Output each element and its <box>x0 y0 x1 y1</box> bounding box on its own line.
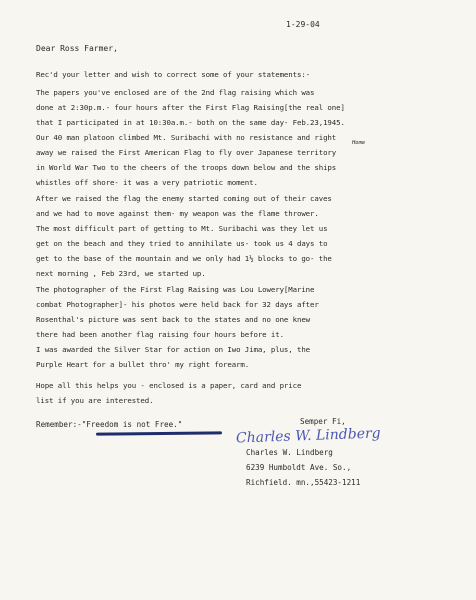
address-line: 6239 Humboldt Ave. So., <box>246 463 352 472</box>
body-line: I was awarded the Silver Star for action on Iwo Jima, plus, the <box>36 345 311 354</box>
body-line: Our 40 man platoon climbed Mt. Suribachi with no resistance and right <box>36 133 337 142</box>
body-line: get to the base of the mountain and we only had 1½ blocks to go- the <box>36 254 332 263</box>
body-line: that I participated in at 10:30a.m.- both on the same day- Feb.23,1945. <box>36 118 345 127</box>
body-line: next morning , Feb 23rd, we started up. <box>36 269 206 278</box>
body-line: there had been another flag raising four hours before it. <box>36 330 284 339</box>
closing: Semper Fi, <box>300 417 346 426</box>
remember-quote: "Freedom is not Free." <box>81 420 183 429</box>
body-line: Rosenthal's picture was sent back to the states and no one knew <box>36 315 311 324</box>
body-line: The papers you've enclosed are of the 2nd flag raising which was <box>36 88 315 97</box>
remember-line <box>36 420 182 429</box>
body-line: whistles off shore- it was a very patriotic moment. <box>36 178 258 187</box>
body-line: The most difficult part of getting to Mt. Suribachi was they let us <box>36 224 328 233</box>
letter-date: 1-29-04 <box>286 20 320 29</box>
handwritten-signature: Charles W. Lindberg <box>235 425 381 447</box>
body-line: Hope all this helps you - enclosed is a paper, card and price <box>36 381 302 390</box>
body-line: list if you are interested. <box>36 396 154 405</box>
body-line: done at 2:30p.m.- four hours after the First Flag Raising[the real one] <box>36 103 345 112</box>
body-line: After we raised the flag the enemy started coming out of their caves <box>36 194 332 203</box>
body-line: and we had to move against them- my weapon was the flame thrower. <box>36 209 319 218</box>
handwritten-insertion: Home <box>352 140 366 146</box>
body-line: Rec'd your letter and wish to correct some of your statements:- <box>36 70 311 79</box>
body-line: away we raised the First American Flag to fly over Japanese territory <box>36 148 337 157</box>
body-line: combat Photographer]- his photos were held back for 32 days after <box>36 300 319 309</box>
body-line: get on the beach and they tried to annihilate us- took us 4 days to <box>36 239 328 248</box>
quote-underline <box>96 431 222 435</box>
body-line: in World War Two to the cheers of the troops down below and the ships <box>36 163 337 172</box>
address-line: Richfield. mn.,55423-1211 <box>246 478 361 487</box>
salutation: Dear Ross Farmer, <box>36 44 118 53</box>
body-line: Purple Heart for a bullet thro' my right forearm. <box>36 360 250 369</box>
remember-label: Remember:- <box>36 420 82 429</box>
signer-name: Charles W. Lindberg <box>246 448 333 457</box>
body-line: The photographer of the First Flag Raising was Lou Lowery[Marine <box>36 285 315 294</box>
